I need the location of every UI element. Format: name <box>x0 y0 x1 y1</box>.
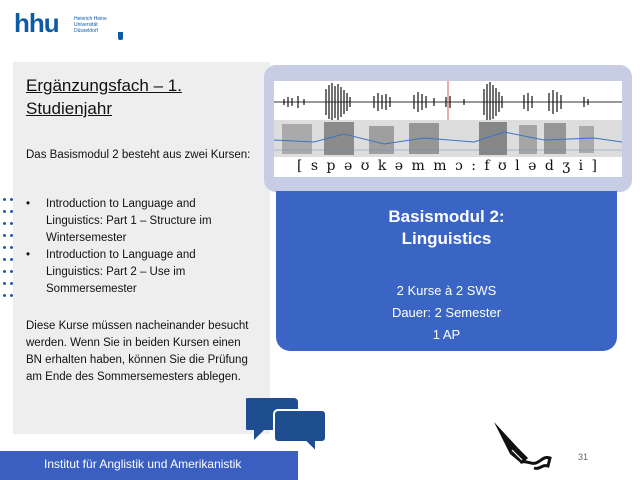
decorative-dots <box>0 198 16 308</box>
page-number: 31 <box>578 452 589 462</box>
list-item <box>26 196 248 247</box>
footer-text: Institut für Anglistik und Amerikanistik <box>44 457 242 471</box>
module-courses-sws: 2 Kurse à 2 SWS <box>396 283 497 298</box>
note-text: Diese Kurse müssen nacheinander besucht werden. Wenn Sie in beiden Kursen einen BN erhalten haben, können Sie die Prüfung am Ende des Sommersemesters ablegen. <box>26 320 249 383</box>
intro-text: Das Basismodul 2 besteht aus zwei Kursen: <box>26 149 251 161</box>
chat-bubbles-icon <box>246 396 328 454</box>
waveform-image <box>274 81 622 123</box>
logo-sub-line: Heinrich Heine <box>74 16 107 22</box>
logo-word: hhu <box>14 8 59 38</box>
slide-title: Ergänzungsfach – 1. Studienjahr <box>26 76 182 118</box>
course-text: Introduction to Language and Linguistics: Part 1 – Structure im Wintersemester <box>46 198 212 244</box>
module-duration: Dauer: 2 Semester <box>391 305 502 320</box>
list-item <box>26 247 248 298</box>
bullet: • <box>26 198 31 210</box>
logo-sub-line: Düsseldorf <box>74 28 98 34</box>
module-title-line: Basismodul 2: <box>388 207 505 226</box>
course-text: Introduction to Language and Linguistics: Part 2 – Use im Sommersemester <box>46 249 196 295</box>
module-credits: 1 AP <box>432 327 461 342</box>
logo-sub-line: Universität <box>74 22 98 28</box>
spectrogram-image <box>274 120 622 157</box>
bullet: • <box>26 249 31 261</box>
module-title-line: Linguistics <box>401 229 492 248</box>
pen-nib-icon <box>488 420 558 472</box>
logo-mark <box>118 32 123 40</box>
ipa-transcription: [ s p ə ʊ k ə m m ɔ : f ʊ l ə d ʒ i ] <box>297 158 599 174</box>
logo-subtitle <box>74 16 134 34</box>
module-title <box>276 206 617 250</box>
course-list <box>26 196 248 298</box>
